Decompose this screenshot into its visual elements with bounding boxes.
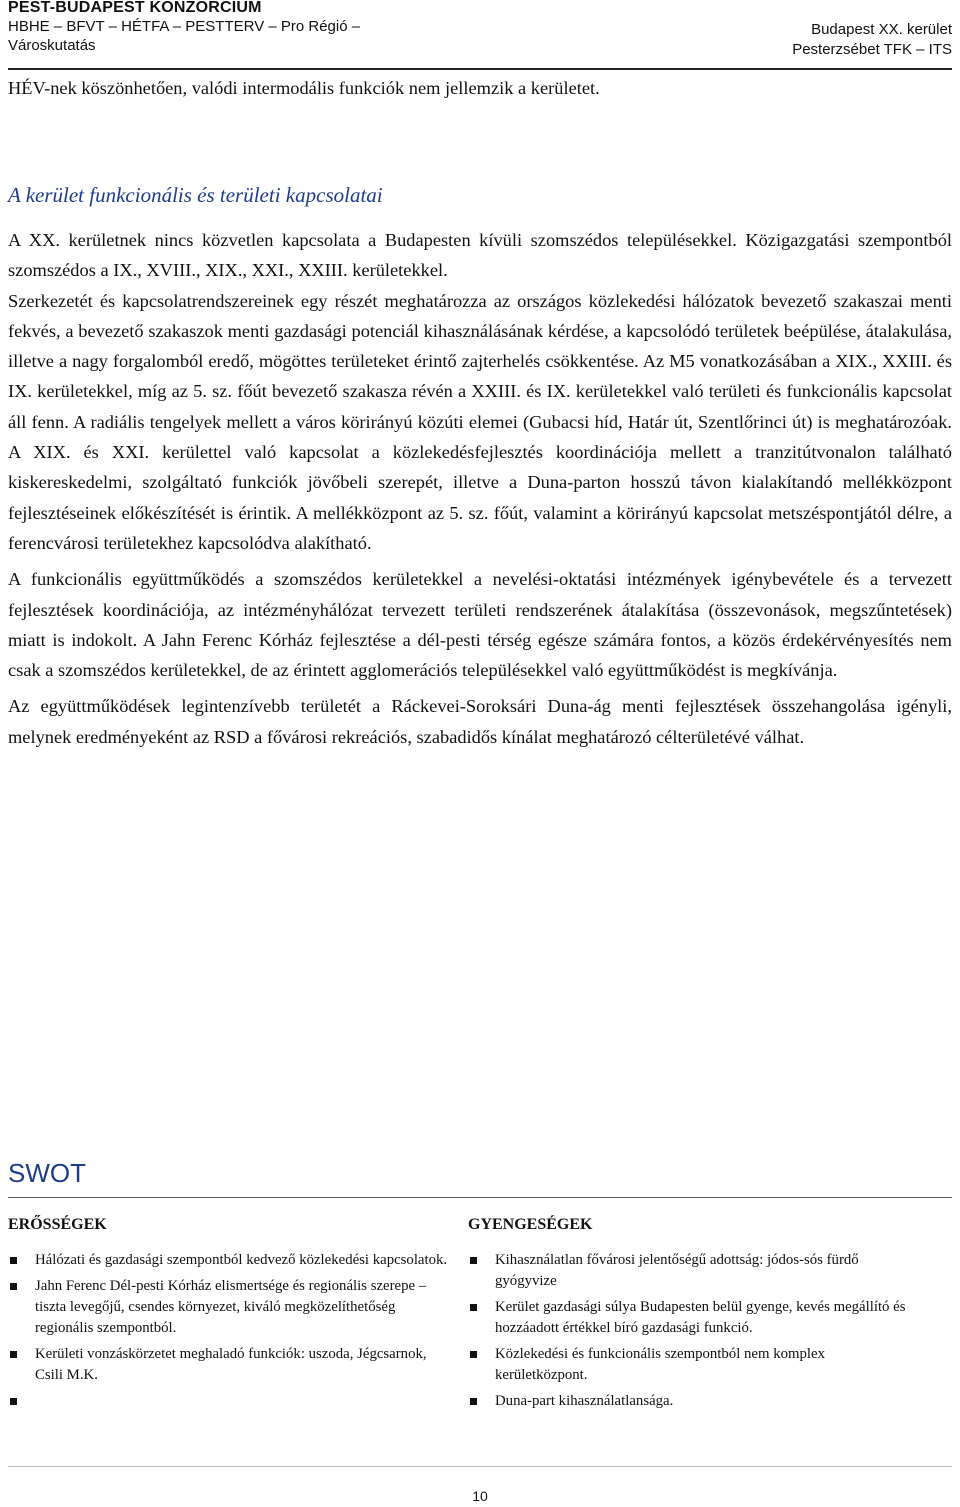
list-item: Duna-part kihasználatlansága.: [468, 1391, 913, 1412]
list-item: Jahn Ferenc Dél-pesti Kórház elismertsége és regionális szerepe – tiszta levegőjű, csendes környezet, kiváló megközelíthetőség regionális szempontból.: [8, 1276, 448, 1339]
list-item: Kerület gazdasági súlya Budapesten belül gyenge, kevés megállító és hozzáadott értékkel bíró gazdasági funkció.: [468, 1297, 913, 1339]
list-item: Hálózati és gazdasági szempontból kedvező közlekedési kapcsolatok.: [8, 1250, 448, 1271]
paragraph-structure: Szerkezetét és kapcsolatrendszereinek egy részét meghatározza az országos közlekedési hálózatok bevezető szakaszai menti fekvés, a bevezető szakaszok menti gazdasági potenciál kihasználásának kérdése, a kapcsolódó területek beépülése, átalakulása, illetve a nagy forgalomból eredő, mögöttes területeket érintő zajterhelés csökkentése. Az M5 vonatkozásában a XIX., XXIII. és IX. kerületekkel, míg az 5. sz. főút bevezető szakasza révén a XXIII. és IX. kerületekkel való területi és funkcionális kapcsolat áll fenn. A radiális tengelyek mellett a város körirányú közúti elemei (Gubacsi híd, Határ út, Szentlőrinci út) is meghatározóak. A XIX. és XXI. kerülettel való kapcsolat a közlekedésfejlesztés koordinációja mellett a tranzitútvonalon található kiskereskedelmi, szolgáltató funkciók jövőbeli szerepét, illetve a Duna-parton hosszú távon kialakítandó mellékközpont fejlesztéseinek előkészítését is érintik. A mellékközpont az 5. sz. főút, valamint a körirányú kapcsolat metszéspontjától délre, a ferencvárosi területekhez kapcsolódva alakítható.: [8, 290, 952, 553]
weaknesses-heading: GYENGESÉGEK: [468, 1216, 593, 1233]
district-name: Budapest XX. kerület: [811, 21, 952, 38]
swot-title: SWOT: [8, 1158, 86, 1188]
project-name: Pesterzsébet TFK – ITS: [792, 41, 952, 58]
section-title: A kerület funkcionális és területi kapcsolatai: [8, 183, 383, 207]
paragraph-rsd: Az együttműködések legintenzívebb területét a Ráckevei-Soroksári Duna-ág menti fejlesztések összehangolása igényli, melynek eredményeként az RSD a fővárosi rekreációs, szabadidős kínálat meghatározó célterületévé válhat.: [8, 696, 952, 747]
section-body: [8, 225, 952, 752]
footer-divider: [8, 1466, 952, 1467]
paragraph-cooperation: A funkcionális együttműködés a szomszédos kerületekkel a nevelési-oktatási intézmények igénybevétele és a tervezett fejlesztések koordinációja, az intézményhálózat tervezett területi rendszerének átalakítása (összevonások, megszűntetések) miatt is indokolt. A Jahn Ferenc Kórház fejlesztése a dél-pesti térség egésze számára fontos, a közös érdekérvényesítés nem csak a szomszédos kerületekkel, de az érintett agglomerációs településekkel való együttműködést is megkívánja.: [8, 569, 952, 681]
paragraph-neighbours: A XX. kerületnek nincs közvetlen kapcsolata a Budapesten kívüli szomszédos településekkel. Közigazgatási szempontból szomszédos a IX., XVIII., XIX., XXI., XXIII. kerületekkel.: [8, 230, 952, 281]
partner-list: HBHE – BFVT – HÉTFA – PESTTERV – Pro Régió –: [8, 18, 361, 35]
header-right: [792, 20, 952, 60]
list-item: Kihasználatlan fővárosi jelentőségű adottság: jódos-sós fürdő gyógyvize: [468, 1250, 913, 1292]
department-name: Városkutatás: [8, 37, 96, 54]
consortium-name: PEST-BUDAPEST KONZORCIUM: [8, 0, 262, 16]
header-left: [8, 0, 360, 55]
page-header: [8, 0, 952, 70]
strengths-heading: ERŐSSÉGEK: [8, 1216, 107, 1233]
page-number: 10: [472, 1488, 488, 1504]
weaknesses-list: [468, 1250, 913, 1412]
strengths-list: [8, 1250, 448, 1412]
weaknesses-column: [468, 1214, 913, 1417]
list-item: [8, 1391, 448, 1412]
list-item: Közlekedési és funkcionális szempontból nem komplex kerületközpont.: [468, 1344, 913, 1386]
strengths-column: [8, 1214, 448, 1417]
list-item: Kerületi vonzáskörzetet meghaladó funkciók: uszoda, Jégcsarnok, Csili M.K.: [8, 1344, 448, 1386]
swot-divider: [8, 1197, 952, 1198]
intro-text: HÉV-nek köszönhetően, valódi intermodális funkciók nem jellemzik a kerületet.: [8, 78, 600, 98]
intro-paragraph: [8, 73, 952, 103]
